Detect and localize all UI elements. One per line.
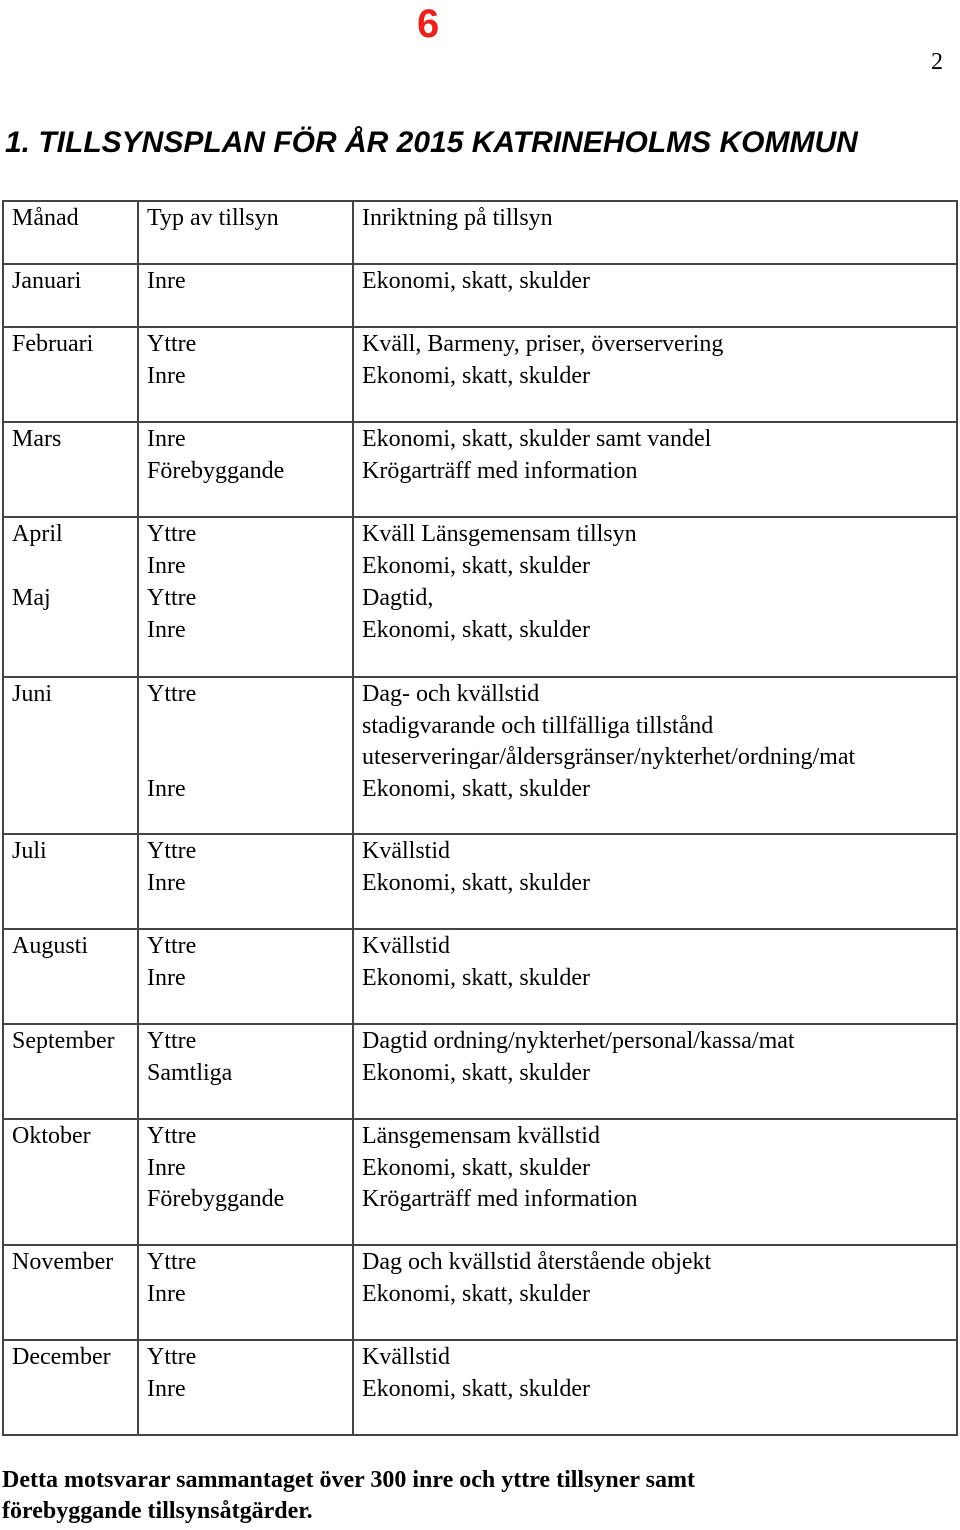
cell-line: Yttre <box>147 331 197 357</box>
cell-line: November <box>12 1249 114 1275</box>
type-cell <box>138 677 353 834</box>
focus-cell <box>353 677 957 834</box>
summary-line: förebyggande tillsynsåtgärder. <box>2 1498 313 1524</box>
type-cell <box>138 517 353 582</box>
focus-cell <box>353 1119 957 1245</box>
focus-cell <box>353 264 957 327</box>
header-type: Typ av tillsyn <box>138 201 353 264</box>
month-cell <box>3 422 138 517</box>
cell-line: Yttre <box>147 1028 197 1054</box>
month-cell <box>3 582 138 677</box>
table-row <box>3 422 957 517</box>
month-cell <box>3 517 138 582</box>
table-row <box>3 929 957 1024</box>
cell-line <box>147 742 344 774</box>
cell-line: Yttre <box>147 681 197 707</box>
cell-line: Ekonomi, skatt, skulder <box>362 1059 590 1086</box>
cell-line: Inre <box>147 869 186 896</box>
table-row <box>3 1340 957 1435</box>
type-cell <box>138 1245 353 1340</box>
table-row <box>3 677 957 834</box>
inspection-plan-table <box>2 200 958 1436</box>
cell-line: Inre <box>147 1154 186 1181</box>
month-cell <box>3 929 138 1024</box>
cell-line: Mars <box>12 426 62 452</box>
table-row <box>3 1119 957 1245</box>
cell-line: Kvällstid <box>362 1344 450 1370</box>
cell-line: Ekonomi, skatt, skulder <box>362 869 590 896</box>
cell-line: Dag- och kvällstid <box>362 681 540 707</box>
cell-line: Yttre <box>147 1123 197 1149</box>
table-row <box>3 834 957 929</box>
cell-line: Kvällstid <box>362 933 450 959</box>
type-cell <box>138 929 353 1024</box>
cell-line: Krögarträff med information <box>362 457 638 484</box>
cell-line: Ekonomi, skatt, skulder <box>362 268 590 294</box>
month-cell <box>3 677 138 834</box>
focus-cell <box>353 517 957 582</box>
month-cell <box>3 1340 138 1435</box>
table-row <box>3 327 957 422</box>
table-row <box>3 517 957 582</box>
cell-line: Inre <box>147 616 186 643</box>
cell-line: Ekonomi, skatt, skulder <box>362 1154 590 1181</box>
cell-line: Inre <box>147 426 186 452</box>
cell-line: Yttre <box>147 1249 197 1275</box>
focus-cell <box>353 327 957 422</box>
focus-cell <box>353 834 957 929</box>
summary-line: Detta motsvarar sammantaget över 300 inre och yttre tillsyner samt <box>2 1467 695 1493</box>
cell-line: Ekonomi, skatt, skulder <box>362 552 590 579</box>
cell-line: Ekonomi, skatt, skulder <box>362 964 590 991</box>
cell-line: Maj <box>12 585 51 611</box>
cell-line: Februari <box>12 331 94 357</box>
cell-line: Juni <box>12 681 53 707</box>
cell-line: Förebyggande <box>147 457 285 484</box>
cell-line: April <box>12 521 63 547</box>
cell-line: Yttre <box>147 838 197 864</box>
cell-line: Ekonomi, skatt, skulder <box>362 775 590 802</box>
type-cell <box>138 834 353 929</box>
cell-line: September <box>12 1028 115 1054</box>
cell-line: Kvällstid <box>362 838 450 864</box>
cell-line: Yttre <box>147 933 197 959</box>
cell-line: Yttre <box>147 585 197 611</box>
cell-line: Ekonomi, skatt, skulder <box>362 1375 590 1402</box>
cell-line: Ekonomi, skatt, skulder <box>362 1280 590 1307</box>
cell-line: Inre <box>147 552 186 579</box>
focus-cell <box>353 422 957 517</box>
cell-line: Kväll, Barmeny, priser, överservering <box>362 331 724 357</box>
table-row <box>3 1024 957 1119</box>
cell-line: Juli <box>12 838 47 864</box>
cell-line: Yttre <box>147 1344 197 1370</box>
cell-line: Yttre <box>147 521 197 547</box>
month-cell <box>3 264 138 327</box>
cell-line: Ekonomi, skatt, skulder samt vandel <box>362 426 712 452</box>
cell-line: Samtliga <box>147 1059 233 1086</box>
summary-note <box>2 1465 695 1527</box>
type-cell <box>138 1340 353 1435</box>
page-number: 2 <box>931 49 943 75</box>
table-row <box>3 1245 957 1340</box>
cell-line: Inre <box>147 1280 186 1307</box>
cell-line: Kväll Länsgemensam tillsyn <box>362 521 637 547</box>
focus-cell <box>353 1024 957 1119</box>
cell-line: stadigvarande och tillfälliga tillstånd <box>362 712 714 739</box>
cell-line: Januari <box>12 268 82 294</box>
cell-line: Inre <box>147 775 186 802</box>
month-cell <box>3 1245 138 1340</box>
cell-line: Augusti <box>12 933 89 959</box>
header-month: Månad <box>3 201 138 264</box>
cell-line: Oktober <box>12 1123 91 1149</box>
type-cell <box>138 1119 353 1245</box>
month-cell <box>3 834 138 929</box>
cell-line: Inre <box>147 1375 186 1402</box>
cell-line: Ekonomi, skatt, skulder <box>362 362 590 389</box>
focus-cell <box>353 929 957 1024</box>
focus-cell <box>353 1340 957 1435</box>
cell-line: Dagtid, <box>362 585 434 611</box>
cell-line: Dag och kvällstid återstående objekt <box>362 1249 712 1275</box>
month-cell <box>3 1119 138 1245</box>
table-row <box>3 582 957 677</box>
type-cell <box>138 264 353 327</box>
cell-line: Länsgemensam kvällstid <box>362 1123 600 1149</box>
type-cell <box>138 582 353 677</box>
type-cell <box>138 422 353 517</box>
type-cell <box>138 1024 353 1119</box>
document-heading: 1. TILLSYNSPLAN FÖR ÅR 2015 KATRINEHOLMS KOMMUN <box>5 126 858 159</box>
month-cell <box>3 327 138 422</box>
cell-line: Ekonomi, skatt, skulder <box>362 616 590 643</box>
cell-line: Förebyggande <box>147 1186 285 1212</box>
focus-cell <box>353 582 957 677</box>
cell-line: Krögarträff med information <box>362 1186 638 1212</box>
focus-cell <box>353 1245 957 1340</box>
cell-line: December <box>12 1344 111 1370</box>
cell-line: Inre <box>147 964 186 991</box>
cell-line: Dagtid ordning/nykterhet/personal/kassa/mat <box>362 1028 795 1054</box>
type-cell <box>138 327 353 422</box>
cell-line <box>147 711 344 743</box>
cell-line: uteserveringar/åldersgränser/nykterhet/ordning/mat <box>362 744 856 770</box>
month-cell <box>3 1024 138 1119</box>
table-header-row <box>3 201 957 264</box>
cell-line: Inre <box>147 268 186 294</box>
cell-line: Inre <box>147 362 186 389</box>
table-row <box>3 264 957 327</box>
page-badge: 6 <box>417 2 440 46</box>
header-focus: Inriktning på tillsyn <box>353 201 957 264</box>
